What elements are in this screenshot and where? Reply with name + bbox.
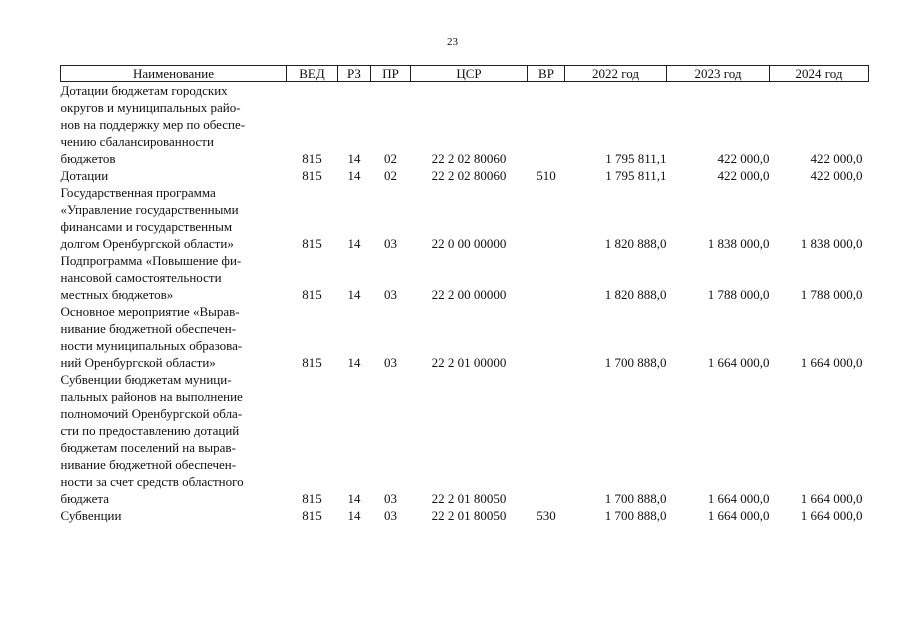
amount-2022-cell: 1 820 888,0: [604, 287, 667, 302]
header-name: Наименование: [61, 66, 287, 82]
rz-cell: 14: [347, 287, 361, 302]
table-row: [61, 184, 869, 252]
vr-cell: [528, 303, 565, 371]
ved-cell: 815: [302, 151, 322, 166]
row-name-cell: [61, 167, 287, 184]
row-name-line: нов на поддержку мер по обеспе-: [60, 117, 246, 132]
row-name-line: финансами и государственным: [60, 219, 233, 234]
row-name-line: полномочий Оренбургской обла-: [60, 406, 243, 421]
amount-2024-cell: 1 664 000,0: [800, 355, 863, 370]
row-name-line: местных бюджетов»: [60, 287, 174, 302]
table-body: [61, 82, 869, 525]
rz-cell: 14: [347, 168, 361, 183]
row-name-cell: [61, 303, 287, 371]
table-row: [61, 507, 869, 524]
csr-cell: 22 0 00 00000: [431, 236, 507, 251]
vr-cell: 530: [536, 508, 556, 523]
ved-cell: 815: [302, 355, 322, 370]
row-name-line: Государственная программа: [60, 185, 216, 200]
amount-2023-cell: 1 788 000,0: [707, 287, 770, 302]
amount-2022-cell: 1 700 888,0: [604, 491, 667, 506]
pr-cell: 03: [384, 355, 397, 370]
row-name-cell: [61, 252, 287, 303]
rz-cell: 14: [347, 151, 361, 166]
csr-cell: 22 2 01 80050: [431, 508, 507, 523]
ved-cell: 815: [302, 508, 322, 523]
row-name-line: Субвенции бюджетам муници-: [60, 372, 232, 387]
row-name-line: ний Оренбургской области»: [60, 355, 216, 370]
amount-2024-cell: 1 838 000,0: [800, 236, 863, 251]
row-name-cell: [61, 507, 287, 524]
header-pr: ПР: [371, 66, 411, 82]
amount-2023-cell: 422 000,0: [717, 151, 770, 166]
pr-cell: 02: [384, 168, 397, 183]
row-name-line: Субвенции: [60, 508, 122, 523]
rz-cell: 14: [347, 355, 361, 370]
budget-table: [60, 65, 869, 524]
amount-2023-cell: 1 664 000,0: [707, 508, 770, 523]
row-name-line: округов и муниципальных райо-: [60, 100, 241, 115]
rz-cell: 14: [347, 491, 361, 506]
amount-2024-cell: 422 000,0: [810, 151, 863, 166]
vr-cell: [528, 82, 565, 168]
amount-2024-cell: 1 664 000,0: [800, 491, 863, 506]
table-row: [61, 252, 869, 303]
header-year-2024: 2024 год: [770, 66, 869, 82]
table-row: [61, 167, 869, 184]
amount-2023-cell: 1 664 000,0: [707, 491, 770, 506]
row-name-line: бюджета: [60, 491, 109, 506]
header-csr: ЦСР: [411, 66, 528, 82]
row-name-line: нансовой самостоятельности: [60, 270, 222, 285]
amount-2024-cell: 1 788 000,0: [800, 287, 863, 302]
table-row: [61, 303, 869, 371]
header-year-2022: 2022 год: [565, 66, 667, 82]
amount-2022-cell: 1 700 888,0: [604, 355, 667, 370]
rz-cell: 14: [347, 236, 361, 251]
table-header-row: [61, 66, 869, 82]
row-name-line: пальных районов на выполнение: [60, 389, 243, 404]
header-year-2023: 2023 год: [667, 66, 770, 82]
amount-2022-cell: 1 820 888,0: [604, 236, 667, 251]
table-row: [61, 82, 869, 168]
amount-2022-cell: 1 795 811,1: [605, 168, 667, 183]
row-name-line: нивание бюджетной обеспечен-: [60, 321, 237, 336]
row-name-line: Подпрограмма «Повышение фи-: [60, 253, 242, 268]
vr-cell: 510: [536, 168, 556, 183]
pr-cell: 03: [384, 508, 397, 523]
amount-2024-cell: 422 000,0: [810, 168, 863, 183]
ved-cell: 815: [302, 491, 322, 506]
row-name-line: нивание бюджетной обеспечен-: [60, 457, 237, 472]
row-name-line: ности за счет средств областного: [60, 474, 244, 489]
amount-2022-cell: 1 700 888,0: [604, 508, 667, 523]
ved-cell: 815: [302, 236, 322, 251]
csr-cell: 22 2 00 00000: [431, 287, 507, 302]
vr-cell: [528, 252, 565, 303]
row-name-line: ности муниципальных образова-: [60, 338, 243, 353]
pr-cell: 03: [384, 287, 397, 302]
row-name-cell: [61, 82, 287, 168]
amount-2023-cell: 422 000,0: [717, 168, 770, 183]
csr-cell: 22 2 02 80060: [431, 151, 507, 166]
csr-cell: 22 2 01 80050: [431, 491, 507, 506]
amount-2024-cell: 1 664 000,0: [800, 508, 863, 523]
row-name-line: «Управление государственными: [60, 202, 239, 217]
csr-cell: 22 2 02 80060: [431, 168, 507, 183]
amount-2023-cell: 1 664 000,0: [707, 355, 770, 370]
header-ved: ВЕД: [287, 66, 338, 82]
row-name-line: Дотации бюджетам городских: [60, 83, 228, 98]
ved-cell: 815: [302, 287, 322, 302]
row-name-line: Основное мероприятие «Вырав-: [60, 304, 240, 319]
amount-2023-cell: 1 838 000,0: [707, 236, 770, 251]
row-name-line: бюджетов: [60, 151, 116, 166]
row-name-cell: [61, 184, 287, 252]
row-name-line: Дотации: [60, 168, 109, 183]
rz-cell: 14: [347, 508, 361, 523]
row-name-line: бюджетам поселений на вырав-: [60, 440, 236, 455]
pr-cell: 03: [384, 236, 397, 251]
vr-cell: [528, 184, 565, 252]
row-name-line: сти по предоставлению дотаций: [60, 423, 240, 438]
pr-cell: 03: [384, 491, 397, 506]
vr-cell: [528, 371, 565, 507]
amount-2022-cell: 1 795 811,1: [605, 151, 667, 166]
row-name-cell: [61, 371, 287, 507]
page-number: 23: [447, 36, 458, 48]
row-name-line: чению сбалансированности: [60, 134, 214, 149]
ved-cell: 815: [302, 168, 322, 183]
table-row: [61, 371, 869, 507]
header-rz: РЗ: [338, 66, 371, 82]
row-name-line: долгом Оренбургской области»: [60, 236, 234, 251]
csr-cell: 22 2 01 00000: [431, 355, 507, 370]
header-vr: ВР: [528, 66, 565, 82]
pr-cell: 02: [384, 151, 397, 166]
